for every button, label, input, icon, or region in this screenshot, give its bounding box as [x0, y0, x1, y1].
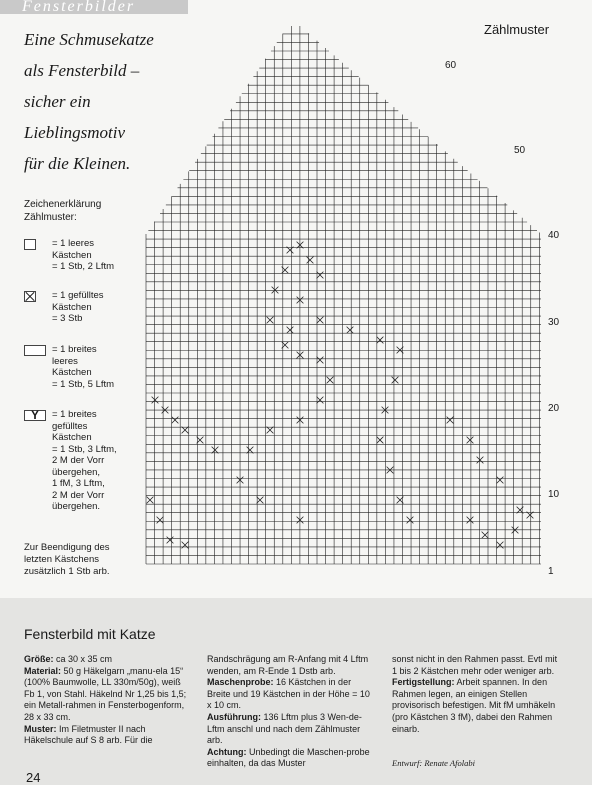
chart-title: Zählmuster [484, 22, 550, 37]
section-tab: Fensterbilder [0, 0, 188, 14]
paragraph: Fertigstellung: Arbeit spannen. In den Rahmen legen, an einigen Stellen provisorisch befestigen. Mit fM umhäkeln (pro Kästchen 3 fM), dabei den Rahmen einarb. [392, 677, 556, 734]
text-column-2 [207, 654, 373, 770]
legend-text: = 1 breites gefülltes Kästchen = 1 Stb, 3 Lftm, 2 M der Vorr übergehen, 1 fM, 3 Lftm, 2 M der Vorr übergehen. [52, 409, 117, 512]
row-number: 60 [445, 60, 457, 71]
legend-text: = 1 leeres Kästchen = 1 Stb, 2 Lftm [52, 238, 115, 272]
text-column-3 [392, 654, 562, 735]
headline-line: Lieblingsmotiv [24, 123, 126, 142]
text-column-1 [24, 654, 190, 747]
paragraph: Randschrägung am R-Anfang mit 4 Lftm wenden, am R-Ende 1 Dstb arb. [207, 654, 369, 676]
headline-line: sicher ein [24, 92, 91, 111]
page-number: 24 [26, 770, 41, 785]
legend-heading-line: Zeichenerklärung [24, 199, 102, 210]
paragraph: Ausführung: 136 Lftm plus 3 Wen-de-Lftm anschl und nach dem Zählmuster arb. [207, 711, 362, 746]
legend-text: = 1 breites leeres Kästchen = 1 Stb, 5 Lftm [52, 344, 115, 390]
row-number: 40 [548, 230, 560, 241]
row-number: 30 [548, 317, 560, 328]
paragraph: Muster: Im Filetmuster II nach Häkelschule auf S 8 arb. Für die [24, 723, 153, 746]
paragraph: Achtung: Unbedingt die Maschen-probe einhalten, da das Muster [207, 746, 370, 769]
row-number: 1 [548, 566, 554, 577]
row-number: 10 [548, 489, 560, 500]
paragraph: Maschenprobe: 16 Kästchen in der Breite und 19 Kästchen in der Höhe = 10 x 10 cm. [207, 677, 370, 711]
paragraph: sonst nicht in den Rahmen passt. Evtl mit 1 bis 2 Kästchen mehr oder weniger arb. [392, 654, 558, 676]
paragraph: Größe: ca 30 x 35 cm [24, 654, 113, 664]
article-title: Fensterbild mit Katze [24, 626, 156, 642]
legend-heading-line: Zählmuster: [24, 212, 77, 223]
row-number: 50 [514, 145, 526, 156]
legend-text: = 1 gefülltes Kästchen = 3 Stb [52, 290, 104, 324]
signature: Entwurf: Renate Afolabi [392, 758, 475, 768]
legend-note: Zur Beendigung des letzten Kästchens zusätzlich 1 Stb arb. [24, 542, 110, 577]
headline-line: als Fensterbild – [24, 61, 140, 80]
row-number: 20 [548, 403, 560, 414]
paragraph: Material: 50 g Häkelgarn „manu-ela 15“ (100% Baumwolle, LL 330m/50g), weiß Fb 1, von Stahl. Häkelnd Nr 1,25 bis 1,5; ein Metall-rahmen in Fensterbogenform, 28 x 33 cm. [24, 665, 187, 722]
headline-line: Eine Schmusekatze [24, 30, 154, 49]
wide-filled-y-icon: Y [24, 410, 46, 421]
headline-line: für die Kleinen. [24, 154, 131, 173]
